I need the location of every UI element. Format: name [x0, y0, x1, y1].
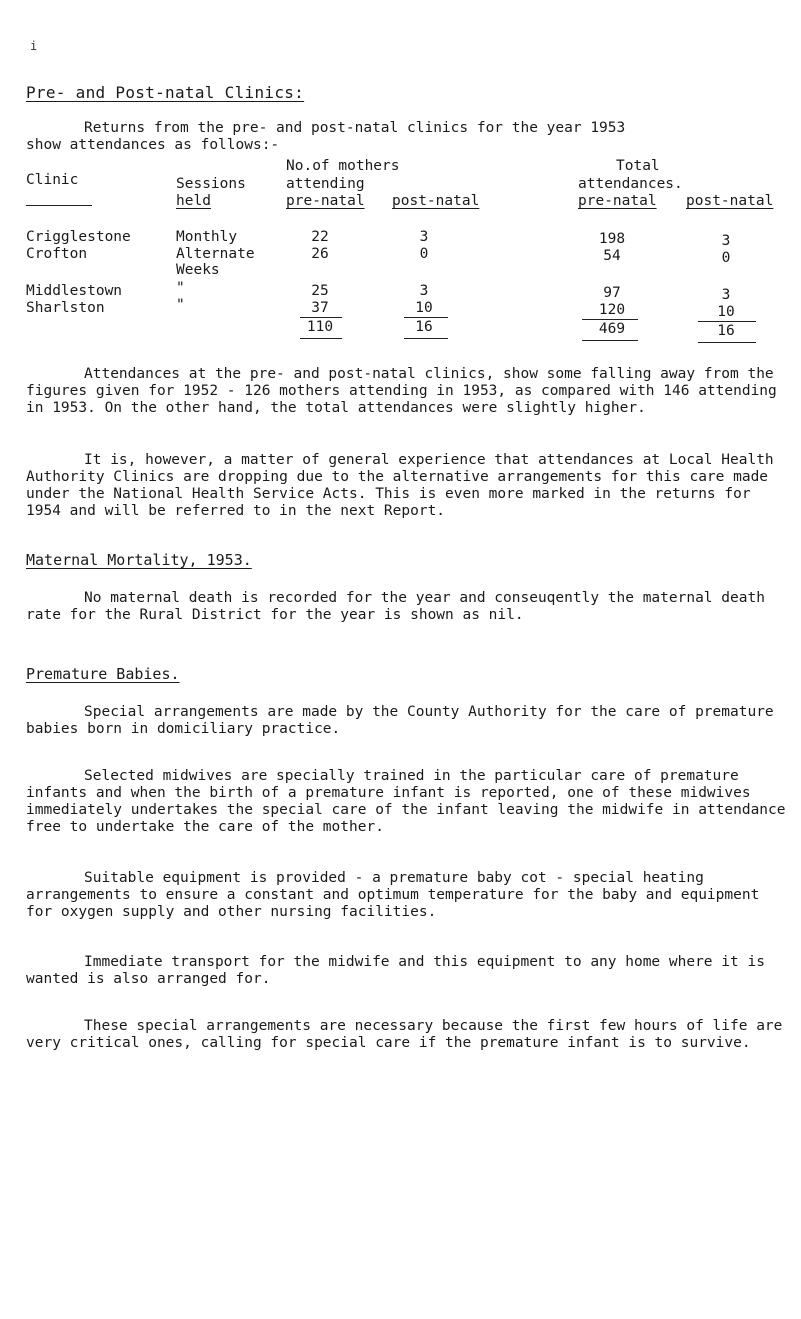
total-rule	[582, 319, 638, 320]
paragraph-transport: Immediate transport for the midwife and this equipment to any home where it is wanted is also arranged for.	[26, 954, 774, 987]
total-total-post: 16	[717, 323, 735, 339]
total-rule	[698, 321, 756, 322]
header-sessions-2: held	[176, 193, 211, 209]
paragraph-midwives: Selected midwives are specially trained in the particular care of premature infants and when the birth of a premature infant is reported, one of these midwives immediately undertakes the special care of the infant leaving the midwife in attendance free to undertake the care of the mother.	[26, 768, 795, 835]
header-total-2: attendances.	[578, 176, 683, 192]
maternal-mortality-heading: Maternal Mortality, 1953.	[26, 551, 252, 569]
paragraph-maternal: No maternal death is recorded for the year and conseuqently the maternal death rate for the Rural District for the year is shown as nil.	[26, 590, 774, 623]
row-mothers-pre: 26	[311, 246, 329, 262]
row-clinic: Middlestown	[26, 283, 123, 299]
total-rule	[404, 317, 448, 318]
header-total-post: post-natal	[686, 193, 774, 209]
row-clinic: Crofton	[26, 246, 88, 262]
total-underline	[404, 338, 448, 339]
row-mothers-pre: 37	[311, 300, 329, 316]
row-mothers-post: 10	[415, 300, 433, 316]
intro-line-1: Returns from the pre- and post-natal clinics for the year 1953	[84, 120, 626, 136]
header-total-pre: pre-natal	[578, 193, 657, 209]
row-sessions: Alternate Weeks	[176, 246, 255, 278]
paragraph-equipment: Suitable equipment is provided - a premature baby cot - special heating arrangements to ensure a constant and optimum temperature for the baby and equipment for oxygen supply and other nursing facilities.	[26, 870, 769, 920]
row-total-post: 3	[721, 287, 731, 303]
row-sessions: "	[176, 297, 185, 313]
paragraph-attendances: Attendances at the pre- and post-natal clinics, show some falling away from the figures given for 1952 - 126 mothers attending in 1953, as compared with 146 attending in 1953. On the other hand, the total attendances were slightly higher.	[26, 366, 786, 416]
row-sessions: Monthly	[176, 229, 238, 245]
row-total-pre: 54	[603, 248, 621, 264]
row-mothers-pre: 22	[311, 229, 329, 245]
paragraph-special: Special arrangements are made by the County Authority for the care of premature babies born in domiciliary practice.	[26, 704, 783, 737]
row-clinic: Crigglestone	[26, 229, 131, 245]
paragraph-experience: It is, however, a matter of general experience that attendances at Local Health Authority Clinics are dropping due to the alternative arrangements for this care made under the National Health Service Acts. This is even more marked in the returns for 1954 and will be referred to in the next Report.	[26, 452, 783, 519]
row-total-pre: 120	[598, 302, 626, 318]
row-total-post: 10	[717, 304, 735, 320]
premature-babies-heading: Premature Babies.	[26, 665, 180, 683]
row-total-post: 3	[721, 233, 731, 249]
paragraph-hours: These special arrangements are necessary because the first few hours of life are very critical ones, calling for special care if the premature infant is to survive.	[26, 1018, 792, 1051]
page-mark: i	[30, 39, 38, 53]
header-total-1: Total	[616, 158, 660, 174]
header-clinic: Clinic	[26, 172, 79, 188]
section-title: Pre- and Post-natal Clinics:	[26, 83, 305, 102]
total-underline	[300, 338, 342, 339]
intro-line-2: show attendances as follows:-	[26, 137, 280, 153]
total-underline	[698, 342, 756, 343]
total-mothers-post: 16	[415, 319, 433, 335]
intro-text	[26, 120, 786, 154]
row-total-pre: 198	[598, 231, 626, 247]
row-mothers-post: 0	[419, 246, 429, 262]
header-mothers-pre: pre-natal	[286, 193, 365, 209]
total-underline	[582, 340, 638, 341]
row-mothers-post: 3	[419, 283, 429, 299]
row-clinic: Sharlston	[26, 300, 105, 316]
total-mothers-pre: 110	[306, 319, 334, 335]
total-total-pre: 469	[598, 321, 626, 337]
row-sessions: "	[176, 280, 185, 296]
row-mothers-pre: 25	[311, 283, 329, 299]
header-mothers-2: attending	[286, 176, 365, 192]
row-mothers-post: 3	[419, 229, 429, 245]
row-total-pre: 97	[603, 285, 621, 301]
header-mothers-1: No.of mothers	[286, 158, 400, 174]
total-rule	[300, 317, 342, 318]
row-total-post: 0	[721, 250, 731, 266]
header-mothers-post: post-natal	[392, 193, 480, 209]
header-clinic-underline	[26, 205, 92, 206]
header-sessions-1: Sessions	[176, 176, 246, 192]
